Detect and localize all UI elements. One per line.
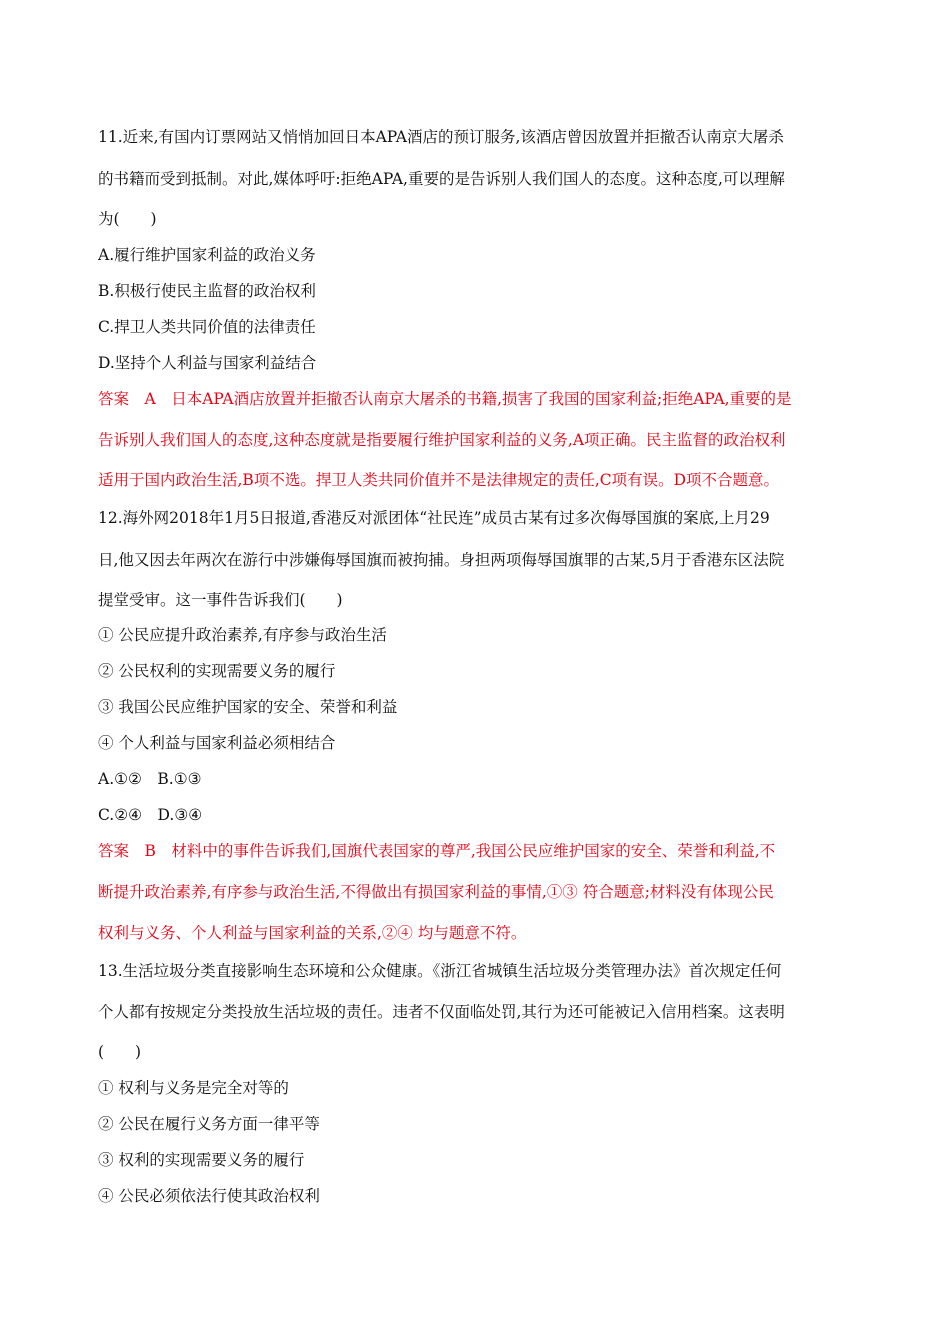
q13-statement-2: ② 公民在履行义务方面一律平等	[98, 1115, 320, 1133]
q12-options-cd: C.②④ D.③④	[98, 806, 203, 824]
q11-answer-line-1: 答案 A 日本APA酒店放置并拒撤否认南京大屠杀的书籍,损害了我国的国家利益;拒绝APA,重要的是	[98, 390, 792, 408]
q11-option-c: C.捍卫人类共同价值的法律责任	[98, 318, 316, 336]
q11-answer-line-2: 告诉别人我们国人的态度,这种态度就是指要履行维护国家利益的义务,A项正确。民主监督的政治权利	[98, 431, 786, 449]
q11-option-a: A.履行维护国家利益的政治义务	[98, 246, 316, 264]
q12-statement-3: ③ 我国公民应维护国家的安全、荣誉和利益	[98, 698, 398, 716]
q12-answer-line-1: 答案 B 材料中的事件告诉我们,国旗代表国家的尊严,我国公民应维护国家的安全、荣誉和利益,不	[98, 842, 776, 860]
q11-option-d: D.坚持个人利益与国家利益结合	[98, 354, 317, 372]
q11-stem-line-2: 的书籍而受到抵制。对此,媒体呼吁:拒绝APA,重要的是告诉别人我们国人的态度。这种态度,可以理解	[98, 170, 785, 188]
q13-stem-line-2: 个人都有按规定分类投放生活垃圾的责任。违者不仅面临处罚,其行为还可能被记入信用档案。这表明	[98, 1003, 785, 1021]
q13-stem-line-1: 13.生活垃圾分类直接影响生态环境和公众健康。《浙江省城镇生活垃圾分类管理办法》首次规定任何	[98, 962, 782, 980]
q12-stem-line-3: 提堂受审。这一事件告诉我们( )	[98, 591, 343, 609]
q12-statement-4: ④ 个人利益与国家利益必须相结合	[98, 734, 336, 752]
q11-stem-line-1: 11.近来,有国内订票网站又悄悄加回日本APA酒店的预订服务,该酒店曾因放置并拒撤否认南京大屠杀	[98, 128, 784, 146]
q13-statement-1: ① 权利与义务是完全对等的	[98, 1079, 289, 1097]
q12-statement-1: ① 公民应提升政治素养,有序参与政治生活	[98, 626, 387, 644]
q12-answer-line-3: 权利与义务、个人利益与国家利益的关系,②④ 均与题意不符。	[98, 924, 527, 942]
q11-answer-line-3: 适用于国内政治生活,B项不选。捍卫人类共同价值并不是法律规定的责任,C项有误。D项不合题意。	[98, 471, 780, 489]
q12-stem-line-2: 日,他又因去年两次在游行中涉嫌侮辱国旗而被拘捕。身担两项侮辱国旗罪的古某,5月于香港东区法院	[98, 551, 785, 569]
q11-stem-line-3: 为( )	[98, 210, 157, 228]
q13-statement-3: ③ 权利的实现需要义务的履行	[98, 1151, 305, 1169]
q11-option-b: B.积极行使民主监督的政治权利	[98, 282, 316, 300]
q12-answer-line-2: 断提升政治素养,有序参与政治生活,不得做出有损国家利益的事情,①③ 符合题意;材料没有体现公民	[98, 883, 774, 901]
q12-options-ab: A.①② B.①③	[98, 770, 202, 788]
q13-statement-4: ④ 公民必须依法行使其政治权利	[98, 1187, 320, 1205]
q13-stem-line-3: ( )	[98, 1043, 142, 1061]
q12-stem-line-1: 12.海外网2018年1月5日报道,香港反对派团体“社民连”成员古某有过多次侮辱国旗的案底,上月29	[98, 509, 770, 527]
q12-statement-2: ② 公民权利的实现需要义务的履行	[98, 662, 336, 680]
